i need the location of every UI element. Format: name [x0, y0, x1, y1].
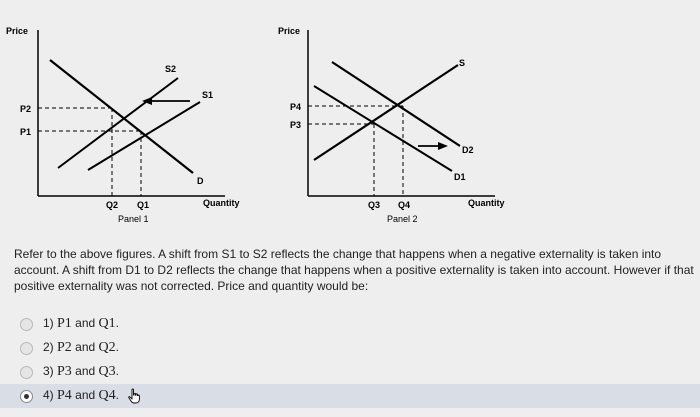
radio-button-3[interactable] [20, 366, 33, 379]
panel-2-caption: Panel 2 [387, 214, 418, 224]
panel-1-supply-2-curve [58, 78, 178, 168]
panel-2-demand-1-curve [314, 86, 452, 171]
panel-1-y-axis-label: Price [6, 26, 29, 36]
option-4-number: 4) [43, 388, 54, 402]
option-1-and: and [75, 316, 96, 330]
radio-button-1[interactable] [20, 318, 33, 331]
panel-1-demand-curve [50, 60, 193, 173]
option-2-and: and [75, 340, 96, 354]
panel-1-label-p2: P2 [20, 104, 32, 114]
panel-2-shift-arrowhead [438, 142, 448, 150]
panel-1-label-q2: Q2 [106, 200, 119, 210]
option-1-quantity: Q1 [98, 316, 116, 331]
panel-2-label-s: S [459, 58, 466, 68]
panel-1-supply-1-curve [88, 102, 200, 170]
answer-option-3[interactable] [0, 360, 700, 384]
panel-2-graph [270, 20, 520, 230]
option-3-and: and [75, 364, 96, 378]
option-1-number: 1) [43, 316, 54, 330]
option-3-price: P3 [57, 364, 72, 379]
panel-1-label-d: D [197, 176, 204, 186]
panel-1-graph [0, 20, 260, 230]
panel-2-label-q3: Q3 [368, 200, 381, 210]
panel-1-label-p1: P1 [20, 127, 32, 137]
panel-1-caption: Panel 1 [118, 214, 149, 224]
option-2-end: . [115, 340, 119, 354]
option-3-quantity: Q3 [98, 364, 116, 379]
option-1-price: P1 [57, 316, 72, 331]
panel-2-demand-2-curve [332, 62, 460, 146]
option-4-end: . [115, 388, 119, 402]
answer-option-2[interactable] [0, 336, 700, 360]
panel-2-y-axis-label: Price [278, 26, 301, 36]
panel-1-label-s2: S2 [165, 64, 177, 74]
option-4-and: and [75, 388, 96, 402]
option-4-price: P4 [57, 388, 72, 403]
hand-pointer-icon [127, 388, 141, 404]
panel-1-label-q1: Q1 [137, 200, 150, 210]
option-2-quantity: Q2 [98, 340, 116, 355]
radio-button-2[interactable] [20, 342, 33, 355]
panel-2-label-p4: P4 [290, 102, 302, 112]
option-2-number: 2) [43, 340, 54, 354]
radio-button-4[interactable] [20, 390, 33, 403]
panel-1-guides [38, 108, 141, 196]
panel-1-x-axis-label: Quantity [203, 198, 240, 208]
panel-2-label-q4: Q4 [398, 200, 411, 210]
answer-option-1[interactable] [0, 312, 700, 336]
panel-2-x-axis-label: Quantity [468, 198, 505, 208]
panel-2-label-d1: D1 [454, 172, 466, 182]
question-text: Refer to the above figures. A shift from S1 to S2 reflects the change that happens when a negative externality is taken into account. A shift from D1 to D2 reflects the change that happens when a positive externality is taken into account. However if that positive externality was not corrected. Price and quantity would be: [14, 247, 694, 293]
panel-2-guides [308, 106, 403, 196]
panel-2-label-p3: P3 [290, 120, 302, 130]
answer-option-4[interactable] [0, 384, 700, 408]
option-4-quantity: Q4 [98, 388, 116, 403]
option-3-end: . [115, 364, 119, 378]
option-1-end: . [115, 316, 119, 330]
answer-options [0, 312, 700, 408]
option-3-number: 3) [43, 364, 54, 378]
option-2-price: P2 [57, 340, 72, 355]
panel-1-label-s1: S1 [202, 90, 214, 100]
panel-2-label-d2: D2 [462, 145, 474, 155]
